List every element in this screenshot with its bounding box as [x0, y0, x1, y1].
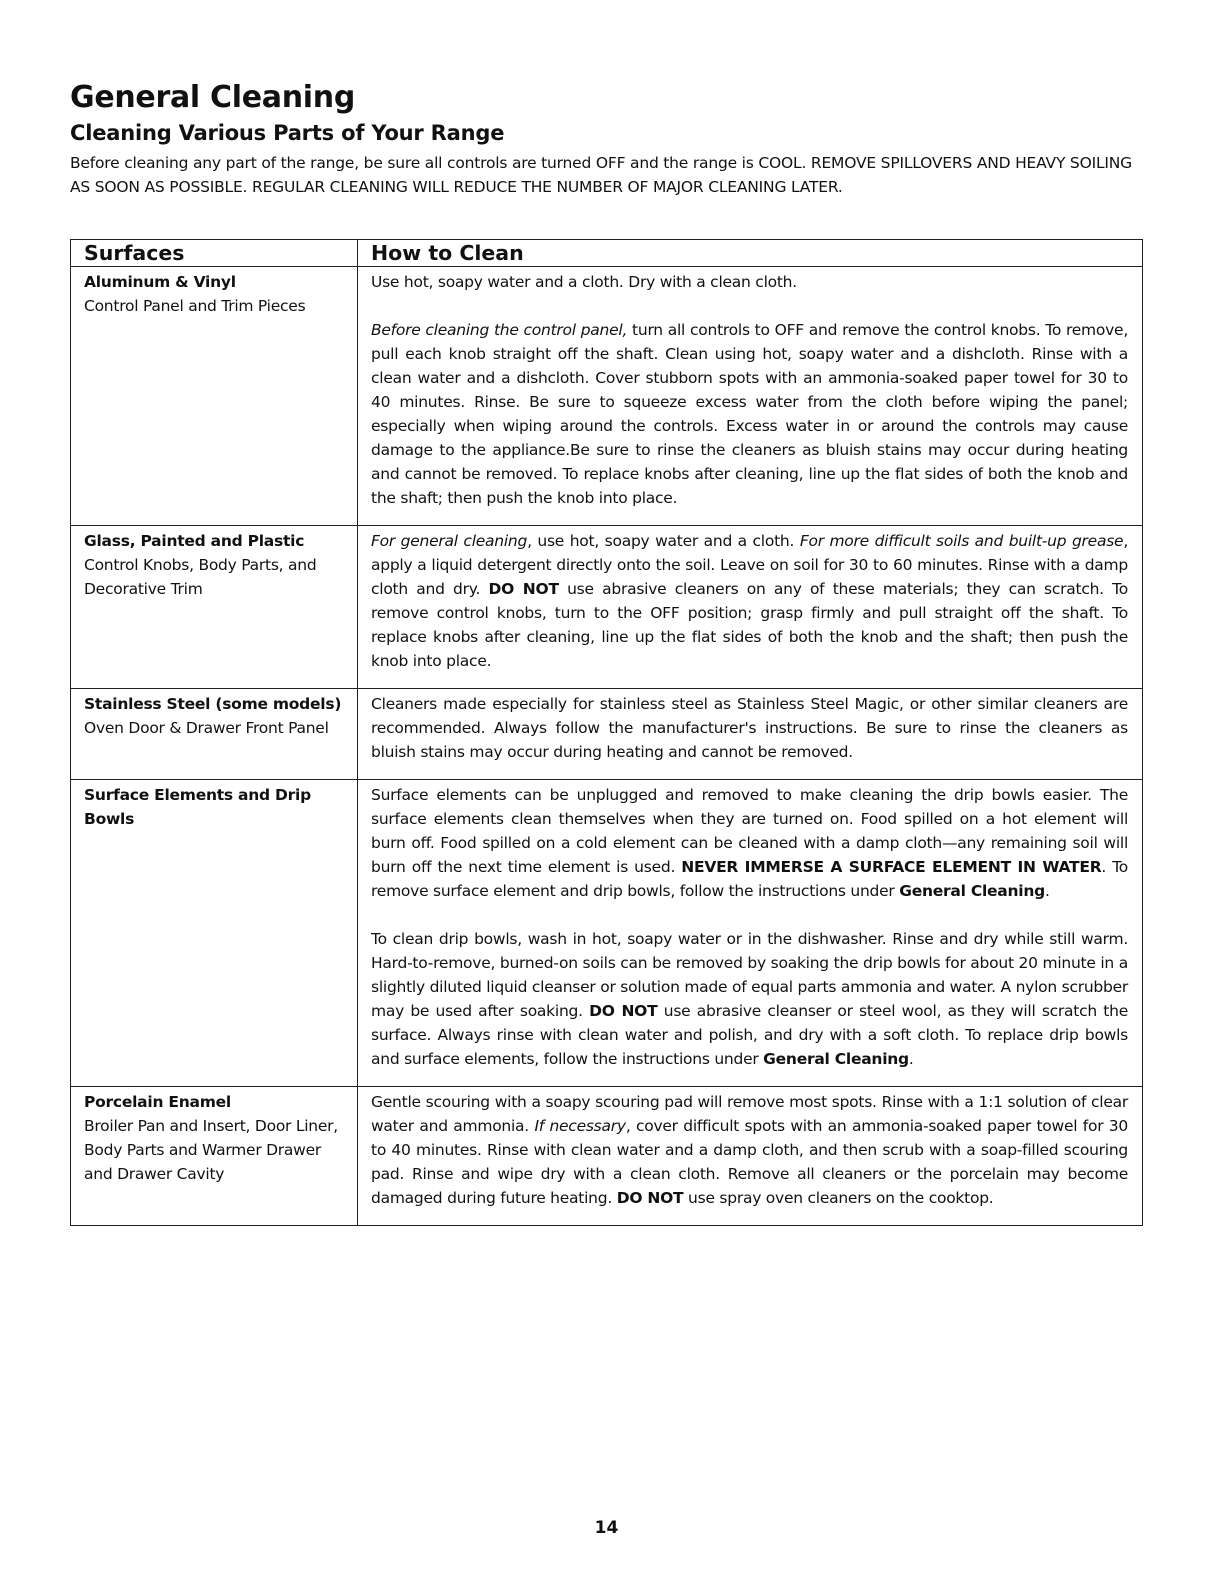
section-title: Cleaning Various Parts of Your Range — [70, 121, 505, 145]
surface-cell — [71, 267, 358, 526]
instruction-text: Cleaners made especially for stainless steel as Stainless Steel Magic, or other similar cleaners are recommended. Always follow the manufacturer's instructions. Be sure to rinse the cleaners as bluish stains may occur during heating and cannot be removed. — [371, 695, 1128, 761]
instruction-text: Gentle scouring with a soapy scouring pad will remove most spots. Rinse with a 1:1 solution of clear water and ammonia. — [371, 1093, 1128, 1135]
surface-description: Oven Door & Drawer Front Panel — [84, 719, 329, 737]
instruction-paragraph — [371, 270, 1128, 294]
surface-description: Control Panel and Trim Pieces — [84, 297, 306, 315]
emphasis-bold-text: DO NOT — [488, 580, 559, 598]
surface-name: Stainless Steel (some models) — [84, 695, 342, 713]
instruction-text: Use hot, soapy water and a cloth. Dry with a clean cloth. — [371, 273, 797, 291]
instruction-text: To clean drip bowls, wash in hot, soapy water or in the dishwasher. Rinse and dry while still warm. Hard-to-remove, burned-on soils can be removed by soaking the drip bowls for about 20 minute in a slightly diluted liquid cleanser or solution made of equal parts ammonia and water. A nylon scrubber may be used after soaking. — [371, 930, 1128, 1020]
surface-cell — [71, 689, 358, 780]
header-how-to-clean: How to Clean — [358, 240, 1143, 267]
instruction-text: . To remove surface element and drip bowls, follow the instructions under — [371, 858, 1129, 900]
cleaning-table — [70, 239, 1143, 1226]
header-surfaces: Surfaces — [71, 240, 358, 267]
emphasis-italic-text: If necessary — [534, 1117, 626, 1135]
instruction-text: use spray oven cleaners on the cooktop. — [683, 1189, 994, 1207]
instruction-paragraph — [371, 529, 1128, 673]
instruction-text: , apply a liquid detergent directly onto the soil. Leave on soil for 30 to 60 minutes. Rinse with a damp cloth and dry. — [371, 532, 1128, 598]
intro-text: Before cleaning any part of the range, be sure all controls are turned OFF and the range is COOL. REMOVE SPILLOVERS AND HEAVY SOILING AS SOON AS POSSIBLE. REGULAR CLEANING WILL REDUCE THE NUMBER OF MAJOR CLEANING LATER. — [70, 154, 1132, 196]
page-title: General Cleaning — [70, 80, 356, 115]
emphasis-italic-text: For general cleaning — [371, 532, 528, 550]
emphasis-bold-text: General Cleaning — [899, 882, 1045, 900]
instruction-text: use abrasive cleaners on any of these materials; they can scratch. To remove control knobs, turn to the OFF position; grasp firmly and pull straight off the shaft. To replace knobs after cleaning, line up the flat sides of both the knob and the shaft; then push the knob into place. — [371, 580, 1128, 670]
table-row — [71, 1087, 1143, 1226]
table-row — [71, 689, 1143, 780]
emphasis-bold-text: NEVER IMMERSE A SURFACE ELEMENT IN WATER — [681, 858, 1102, 876]
table-row — [71, 526, 1143, 689]
instruction-text: turn all controls to OFF and remove the control knobs. To remove, pull each knob straight off the shaft. Clean using hot, soapy water and a dishcloth. Rinse with a clean water and a dishcloth. Cover stubborn spots with an ammonia-soaked paper towel for 30 to 40 minutes. Rinse. Be sure to squeeze excess water from the cloth before wiping the panel; especially when wiping around the controls. Excess water in or around the controls may cause damage to the appliance.Be sure to rinse the cleaners as bluish stains may occur during heating and cannot be removed. To replace knobs after cleaning, line up the flat sides of both the knob and the shaft; then push the knob into place. — [371, 321, 1128, 507]
surface-description: Control Knobs, Body Parts, and Decorative Trim — [84, 556, 317, 598]
instruction-text: Surface elements can be unplugged and removed to make cleaning the drip bowls easier. The surface elements clean themselves when they are turned on. Food spilled on a hot element will burn off. Food spilled on a cold element can be cleaned with a damp cloth—any remaining soil will burn off the next time element is used. — [371, 786, 1128, 876]
table-header-row — [71, 240, 1143, 267]
instruction-paragraph — [371, 692, 1128, 764]
how-to-clean-cell — [358, 689, 1143, 780]
instruction-text: , use hot, soapy water and a cloth. — [527, 532, 800, 550]
emphasis-bold-text: General Cleaning — [763, 1050, 909, 1068]
table-row — [71, 780, 1143, 1087]
how-to-clean-cell — [358, 526, 1143, 689]
surface-name: Aluminum & Vinyl — [84, 273, 236, 291]
instruction-paragraph — [371, 318, 1128, 510]
instruction-text: , cover difficult spots with an ammonia-soaked paper towel for 30 to 40 minutes. Rinse with clean water and a damp cloth, and then scrub with a soap-filled scouring pad. Rinse and wipe dry with a clean cloth. Remove all cleaners or the porcelain may become damaged during future heating. — [371, 1117, 1129, 1207]
instruction-paragraph — [371, 1090, 1128, 1210]
surface-cell — [71, 526, 358, 689]
table-row — [71, 267, 1143, 526]
emphasis-italic-text: For more difficult soils and built-up grease — [799, 532, 1124, 550]
surface-name: Glass, Painted and Plastic — [84, 532, 305, 550]
emphasis-bold-text: DO NOT — [616, 1189, 684, 1207]
instruction-text: . — [1044, 882, 1050, 900]
surface-cell — [71, 1087, 358, 1226]
page-number: 14 — [594, 1518, 619, 1538]
emphasis-bold-text: DO NOT — [589, 1002, 658, 1020]
instruction-text: use abrasive cleanser or steel wool, as they will scratch the surface. Always rinse with clean water and polish, and dry with a soft cloth. To replace drip bowls and surface elements, follow the instructions under — [371, 1002, 1128, 1068]
surface-name: Porcelain Enamel — [84, 1093, 231, 1111]
table-body — [71, 267, 1143, 1226]
how-to-clean-cell — [358, 1087, 1143, 1226]
how-to-clean-cell — [358, 780, 1143, 1087]
how-to-clean-cell — [358, 267, 1143, 526]
instruction-paragraph — [371, 783, 1128, 903]
surface-description: Broiler Pan and Insert, Door Liner, Body Parts and Warmer Drawer and Drawer Cavity — [84, 1117, 338, 1183]
instruction-text: . — [908, 1050, 914, 1068]
surface-name: Surface Elements and Drip Bowls — [84, 786, 311, 828]
emphasis-italic-text: Before cleaning the control panel, — [371, 321, 628, 339]
surface-cell — [71, 780, 358, 1087]
instruction-paragraph — [371, 927, 1128, 1071]
